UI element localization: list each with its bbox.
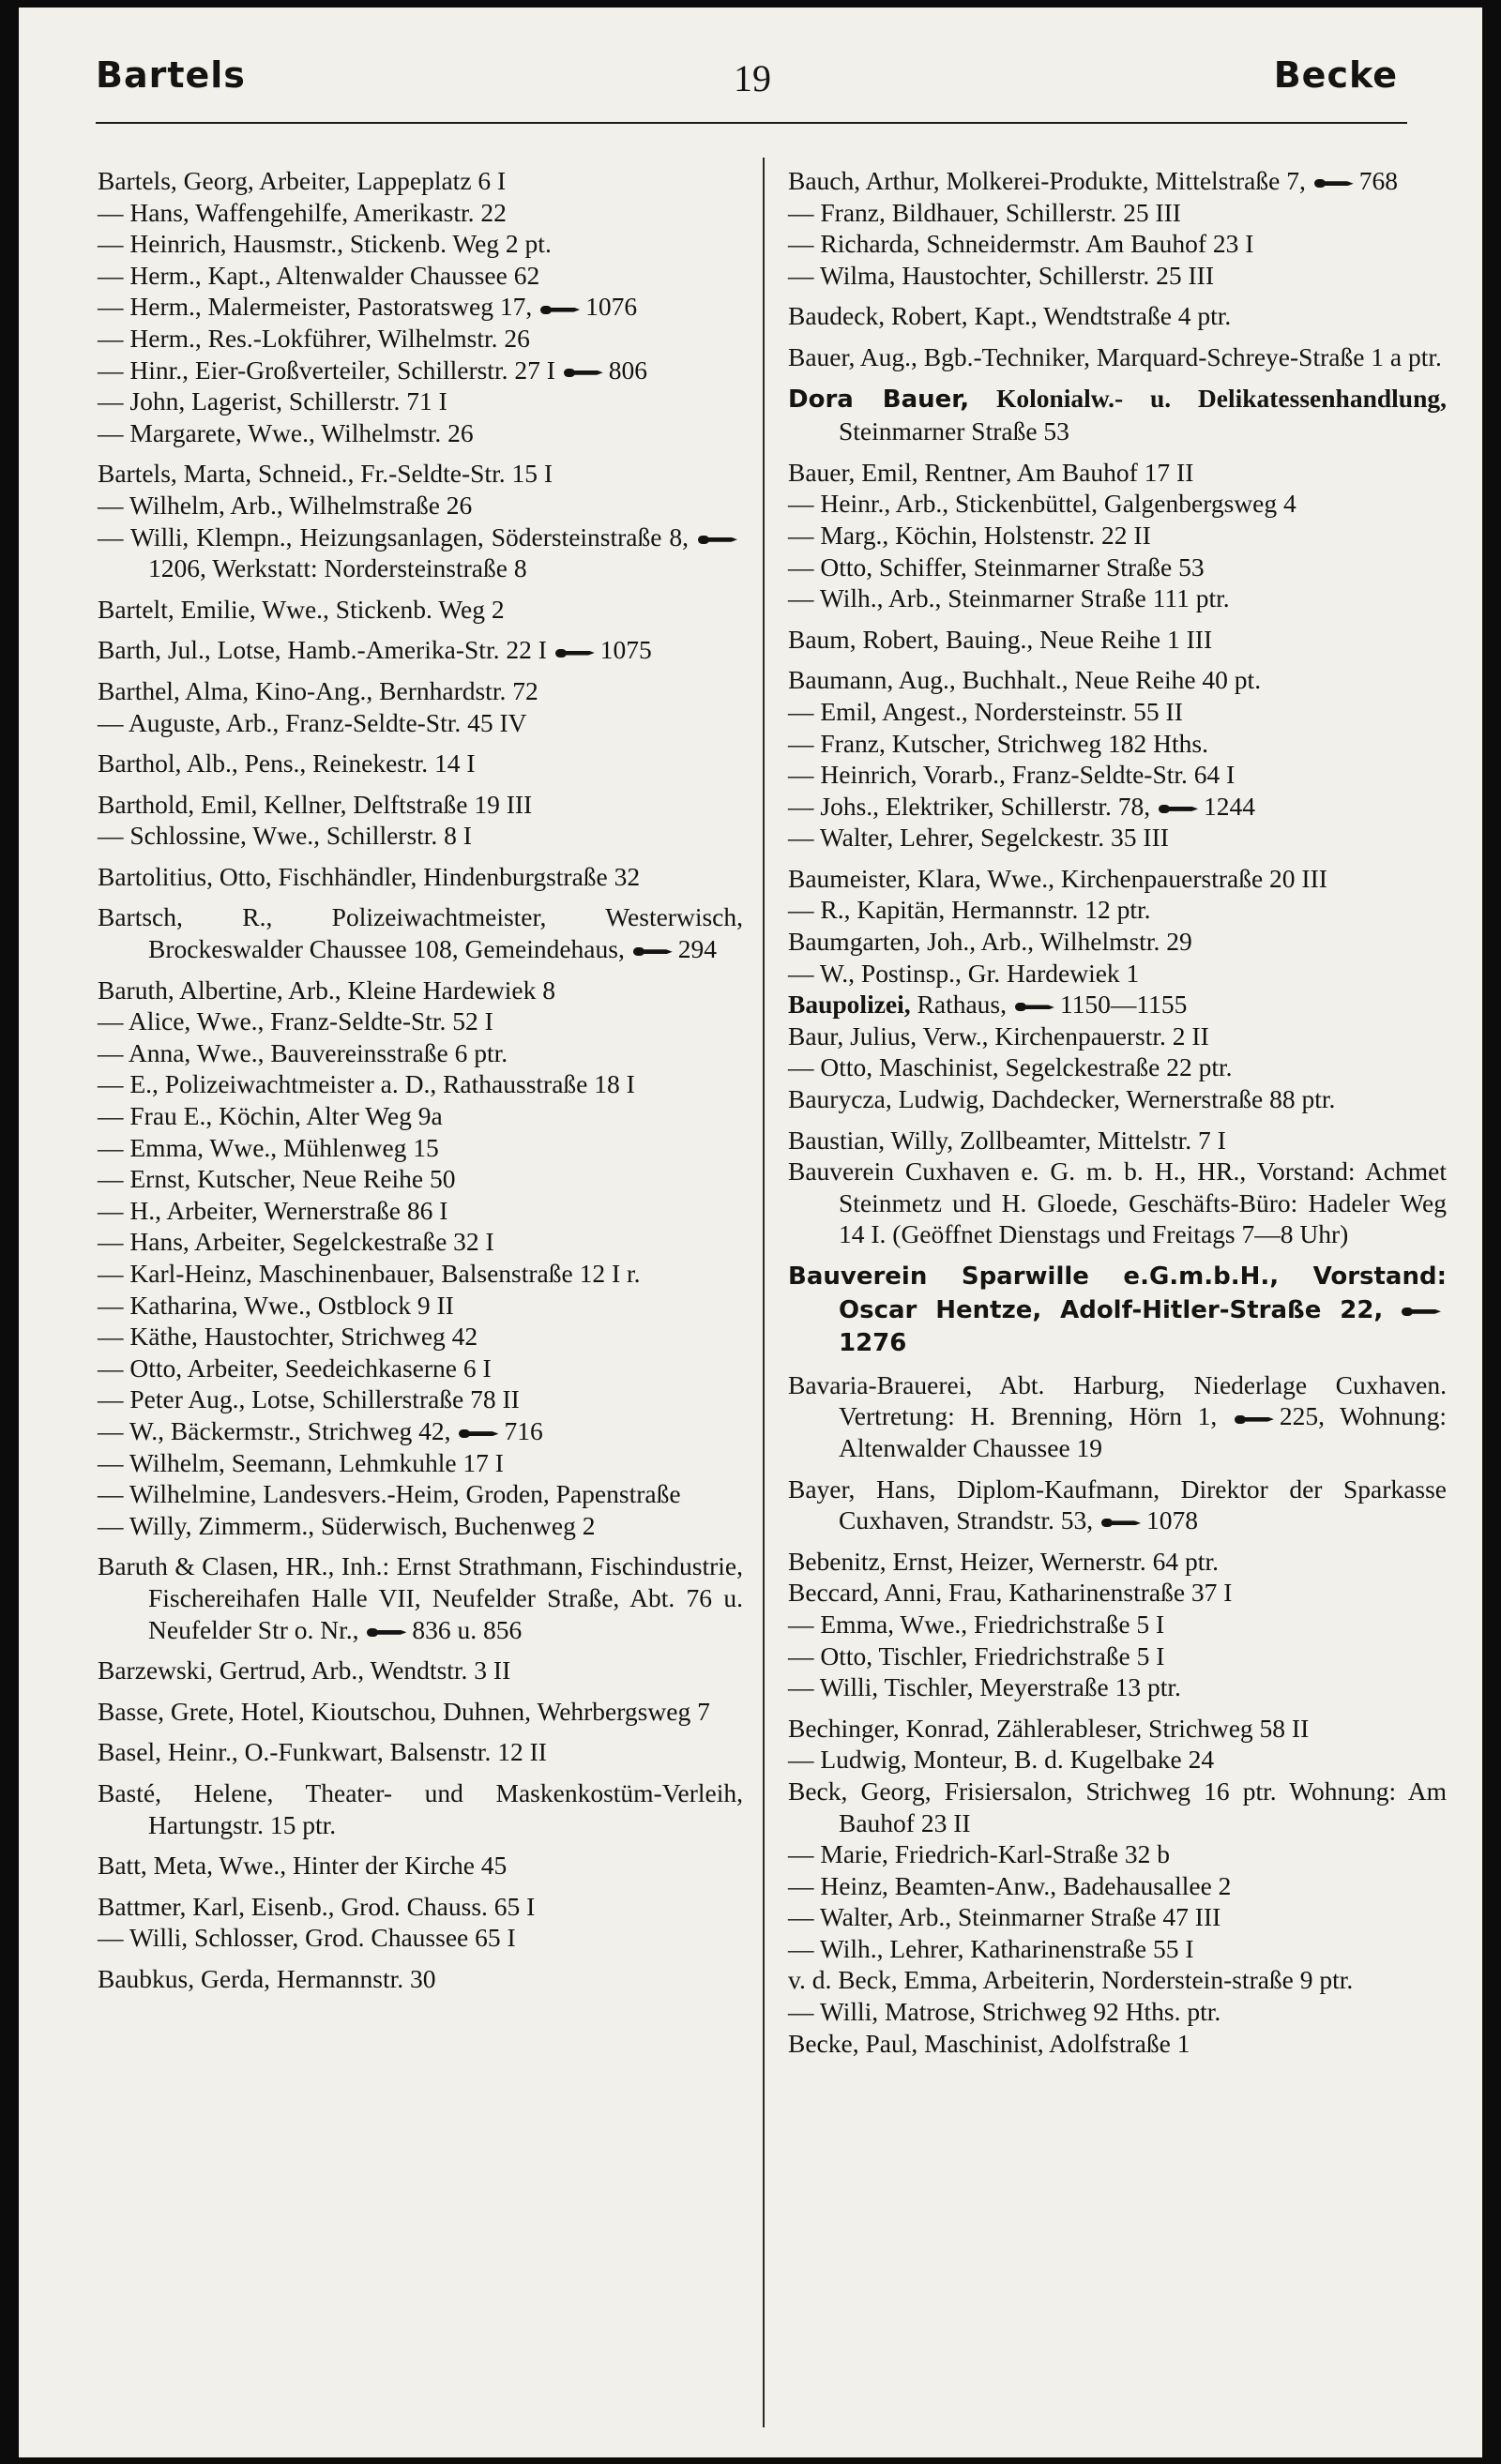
entry-text: Bayer, Hans, Diplom-Kaufmann, Direktor der Sparkasse Cuxhaven, Strandstr. 53, xyxy=(788,1474,1447,1535)
entry-text: — R., Kapitän, Hermannstr. 12 ptr. xyxy=(788,895,1151,925)
directory-entry xyxy=(98,1510,743,1542)
telephone-icon xyxy=(698,534,737,546)
entry-text: — H., Arbeiter, Wernerstraße 86 I xyxy=(98,1195,448,1225)
entry-text: — Franz, Bildhauer, Schillerstr. 25 III xyxy=(788,197,1181,227)
directory-entry xyxy=(788,863,1447,895)
directory-entry xyxy=(98,165,743,197)
directory-entry xyxy=(98,901,743,964)
entry-text: — Emma, Wwe., Mühlenweg 15 xyxy=(98,1132,439,1162)
directory-entry xyxy=(788,728,1447,760)
directory-entry xyxy=(788,197,1447,229)
entry-text: — Otto, Arbeiter, Seedeichkaserne 6 I xyxy=(98,1353,492,1383)
entry-text: — Heinrich, Hausmstr., Stickenb. Weg 2 pt. xyxy=(98,229,552,259)
phone-number: 1078 xyxy=(1146,1505,1199,1535)
entry-text: — Herm., Malermeister, Pastoratsweg 17, xyxy=(98,292,533,322)
entry-text: — Hans, Waffengehilfe, Amerikastr. 22 xyxy=(98,197,507,227)
entry-text: — Karl-Heinz, Maschinenbauer, Balsenstraße 12 I r. xyxy=(98,1259,641,1288)
entry-text: Bauch, Arthur, Molkerei-Produkte, Mittelstraße 7, xyxy=(788,166,1306,195)
entry-text: — Emma, Wwe., Friedrichstraße 5 I xyxy=(788,1609,1165,1639)
directory-entry xyxy=(788,1083,1447,1115)
directory-entry xyxy=(98,1922,743,1954)
entry-text: — Otto, Maschinist, Segelckestraße 22 ptr. xyxy=(788,1052,1233,1082)
column-divider xyxy=(763,158,765,2427)
entry-text: — Otto, Tischler, Friedrichstraße 5 I xyxy=(788,1640,1165,1670)
entry-text: — Walter, Lehrer, Segelckestr. 35 III xyxy=(788,823,1169,853)
entry-text: — Willi, Schlosser, Grod. Chaussee 65 I xyxy=(98,1923,516,1953)
directory-entry xyxy=(788,1125,1447,1156)
phone-number: 1150—1155 xyxy=(1059,990,1188,1020)
directory-entry xyxy=(788,1369,1447,1464)
entry-text: — Johs., Elektriker, Schillerstr. 78, xyxy=(788,791,1151,821)
directory-entry xyxy=(98,1290,743,1322)
directory-entry xyxy=(98,1258,743,1290)
directory-entry xyxy=(788,1051,1447,1083)
entry-text: Bebenitz, Ernst, Heizer, Wernerstr. 64 ptr. xyxy=(788,1546,1219,1576)
entry-text: — Margarete, Wwe., Wilhelmstr. 26 xyxy=(98,417,474,447)
directory-entry xyxy=(788,228,1447,260)
directory-entry xyxy=(788,1776,1447,1838)
directory-entry xyxy=(98,1478,743,1510)
phone-number: 1076 xyxy=(585,292,638,322)
entry-text: Bartels, Georg, Arbeiter, Lappeplatz 6 I xyxy=(98,166,507,195)
entry-text: Beccard, Anni, Frau, Katharinenstraße 37 I xyxy=(788,1578,1233,1608)
entry-text: Bartels, Marta, Schneid., Fr.-Seldte-Str. 15 I xyxy=(98,459,553,489)
header-last-name: Becke xyxy=(1273,54,1398,96)
entry-text: — Wilh., Arb., Steinmarner Straße 111 ptr. xyxy=(788,583,1230,613)
directory-entry xyxy=(98,748,743,779)
directory-entry xyxy=(98,1736,743,1768)
directory-entry xyxy=(98,634,743,666)
entry-text: Baur, Julius, Verw., Kirchenpauerstr. 2 II xyxy=(788,1020,1209,1051)
entry-text: Barthel, Alma, Kino-Ang., Bernhardstr. 72 xyxy=(98,675,538,705)
entry-text: — Wilhelmine, Landesvers.-Heim, Groden, Papenstraße xyxy=(98,1479,681,1509)
entry-text: — John, Lagerist, Schillerstr. 71 I xyxy=(98,386,447,416)
directory-entry xyxy=(98,1550,743,1645)
directory-entry xyxy=(788,383,1447,447)
directory-entry xyxy=(98,385,743,417)
entry-text: Baudeck, Robert, Kapt., Wendtstraße 4 ptr. xyxy=(788,301,1232,331)
directory-entry xyxy=(788,1156,1447,1250)
directory-entry xyxy=(98,1655,743,1686)
entry-text: — Willi, Tischler, Meyerstraße 13 ptr. xyxy=(788,1672,1181,1702)
directory-entry xyxy=(98,1447,743,1479)
entry-text: v. d. Beck, Emma, Arbeiterin, Norderstein-straße 9 ptr. xyxy=(788,1965,1354,1995)
entry-text: Barthol, Alb., Pens., Reinekestr. 14 I xyxy=(98,748,476,779)
directory-entry xyxy=(98,820,743,852)
entry-text: — Heinrich, Vorarb., Franz-Seldte-Str. 64 I xyxy=(788,760,1236,790)
directory-entry xyxy=(788,1996,1447,2028)
directory-entry xyxy=(788,520,1447,552)
directory-entry xyxy=(98,417,743,449)
directory-entry xyxy=(98,975,743,1006)
directory-entry xyxy=(98,594,743,626)
entry-text: Bauer, Aug., Bgb.-Techniker, Marquard-Schreye-Straße 1 a ptr. xyxy=(788,341,1442,371)
entry-text: Bauer, Emil, Rentner, Am Bauhof 17 II xyxy=(788,457,1194,487)
entry-text: — Herm., Kapt., Altenwalder Chaussee 62 xyxy=(98,260,540,290)
directory-entry xyxy=(788,165,1447,197)
entry-text: — Hans, Arbeiter, Segelckestraße 32 I xyxy=(98,1227,494,1257)
directory-entry xyxy=(788,894,1447,926)
entry-text: Baum, Robert, Bauing., Neue Reihe 1 III xyxy=(788,624,1213,654)
entry-text: Steinmarner Straße 53 xyxy=(839,416,1069,446)
entry-text: Bavaria-Brauerei, Abt. Harburg, Niederlage Cuxhaven. Vertretung: H. Brenning, Hörn 1, xyxy=(788,1369,1447,1431)
page-number: 19 xyxy=(734,57,771,99)
directory-entry xyxy=(788,488,1447,520)
directory-entry xyxy=(98,789,743,821)
entry-text: Baruth, Albertine, Arb., Kleine Hardewiek 8 xyxy=(98,975,555,1005)
entry-text: — Ludwig, Monteur, B. d. Kugelbake 24 xyxy=(788,1745,1215,1775)
entry-text: — Marie, Friedrich-Karl-Straße 32 b xyxy=(788,1839,1171,1869)
entry-text: Baumann, Aug., Buchhalt., Neue Reihe 40 pt. xyxy=(788,665,1262,695)
telephone-icon xyxy=(555,647,595,659)
directory-entry xyxy=(788,1901,1447,1933)
directory-entry xyxy=(788,624,1447,656)
phone-number: 1276 xyxy=(839,1329,907,1358)
directory-entry xyxy=(98,861,743,893)
entry-text: — W., Postinsp., Gr. Hardewiek 1 xyxy=(788,958,1140,988)
entry-extra: Wohnung: Altenwalder Chaussee 19 xyxy=(839,1401,1448,1462)
entry-text: — Richarda, Schneidermstr. Am Bauhof 23 I xyxy=(788,229,1254,259)
directory-entry xyxy=(788,926,1447,958)
directory-entry xyxy=(98,197,743,229)
telephone-icon xyxy=(1314,177,1354,189)
entry-text: — Hinr., Eier-Großverteiler, Schillerstr. 27 I xyxy=(98,355,555,385)
directory-entry xyxy=(788,759,1447,791)
directory-entry xyxy=(788,2028,1447,2060)
directory-entry xyxy=(788,1640,1447,1672)
directory-entry xyxy=(98,1163,743,1195)
entry-bold: Kolonialw.- u. Delikatessenhandlung, xyxy=(995,383,1448,413)
directory-entry xyxy=(98,355,743,386)
left-column xyxy=(98,165,743,1994)
entry-text: Becke, Paul, Maschinist, Adolfstraße 1 xyxy=(788,2028,1190,2058)
telephone-icon xyxy=(1402,1306,1441,1318)
directory-page xyxy=(19,8,1482,2457)
entry-text: — Katharina, Wwe., Ostblock 9 II xyxy=(98,1290,454,1320)
telephone-icon xyxy=(564,367,603,379)
directory-entry xyxy=(788,582,1447,614)
directory-entry xyxy=(98,1132,743,1164)
directory-entry xyxy=(98,458,743,490)
directory-entry xyxy=(788,1933,1447,1965)
phone-number: 1206, xyxy=(148,553,206,583)
directory-entry xyxy=(98,1037,743,1069)
entry-text: Baubkus, Gerda, Hermannstr. 30 xyxy=(98,1963,436,1993)
entry-text: Rathaus, xyxy=(917,990,1007,1020)
directory-entry xyxy=(788,822,1447,854)
directory-entry xyxy=(98,1068,743,1100)
phone-number: 716 xyxy=(504,1415,543,1445)
directory-entry xyxy=(98,1383,743,1415)
directory-entry xyxy=(98,1321,743,1353)
telephone-icon xyxy=(1101,1517,1141,1529)
directory-entry xyxy=(788,1964,1447,1996)
entry-text: — Otto, Schiffer, Steinmarner Straße 53 xyxy=(788,552,1205,582)
entry-text: Basel, Heinr., O.-Funkwart, Balsenstr. 12 II xyxy=(98,1737,547,1767)
directory-entry xyxy=(788,300,1447,332)
entry-text: — Wilma, Haustochter, Schillerstr. 25 III xyxy=(788,260,1214,290)
entry-text: Baurycza, Ludwig, Dachdecker, Wernerstraße 88 ptr. xyxy=(788,1084,1336,1114)
directory-entry xyxy=(788,1609,1447,1640)
telephone-icon xyxy=(367,1626,406,1639)
entry-text: Bauverein Cuxhaven e. G. m. b. H., HR., Vorstand: Achmet Steinmetz und H. Gloede, Geschäfts-Büro: Hadeler Weg 14 I. (Geöffnet Dienstags und Freitags 7—8 Uhr) xyxy=(788,1156,1447,1249)
directory-entry xyxy=(98,1100,743,1132)
entry-name: Dora Bauer, xyxy=(788,385,970,414)
entry-extra: Werkstatt: Nordersteinstraße 8 xyxy=(212,553,527,583)
directory-entry xyxy=(788,1671,1447,1703)
entry-text: — Marg., Köchin, Holstenstr. 22 II xyxy=(788,520,1151,550)
telephone-icon xyxy=(1235,1413,1274,1426)
directory-entry xyxy=(788,1577,1447,1609)
entry-text: — Anna, Wwe., Bauvereinsstraße 6 ptr. xyxy=(98,1037,508,1067)
entry-text: — Wilh., Lehrer, Katharinenstraße 55 I xyxy=(788,1933,1194,1963)
phone-number: 1075 xyxy=(599,635,652,665)
entry-text: Basté, Helene, Theater- und Maskenkostüm-Verleih, Hartungstr. 15 ptr. xyxy=(98,1777,743,1839)
entry-bold: Baupolizei, xyxy=(788,990,911,1020)
entry-text: Batt, Meta, Wwe., Hinter der Kirche 45 xyxy=(98,1851,508,1881)
directory-entry xyxy=(98,522,743,584)
directory-entry xyxy=(98,675,743,707)
entry-text: — Heinz, Beamten-Anw., Badehausallee 2 xyxy=(788,1870,1232,1900)
entry-text: Beck, Georg, Frisiersalon, Strichweg 16 ptr. Wohnung: Am Bauhof 23 II xyxy=(788,1776,1447,1837)
directory-entry xyxy=(98,1415,743,1447)
entry-text: — Wilhelm, Arb., Wilhelmstraße 26 xyxy=(98,490,473,520)
entry-text: — Willi, Matrose, Strichweg 92 Hths. ptr. xyxy=(788,1997,1221,2027)
directory-entry xyxy=(788,1260,1447,1360)
entry-text: — Herm., Res.-Lokführer, Wilhelmstr. 26 xyxy=(98,323,530,353)
phone-number: 836 u. 856 xyxy=(412,1614,523,1644)
phone-number: 768 xyxy=(1358,166,1398,195)
entry-text: — Frau E., Köchin, Alter Weg 9a xyxy=(98,1101,443,1131)
directory-entry xyxy=(788,696,1447,728)
directory-entry xyxy=(788,1474,1447,1536)
entry-text: — Wilhelm, Seemann, Lehmkuhle 17 I xyxy=(98,1447,504,1477)
telephone-icon xyxy=(540,304,580,316)
entry-text: Bechinger, Konrad, Zählerableser, Strichweg 58 II xyxy=(788,1713,1310,1743)
directory-entry xyxy=(788,1870,1447,1902)
entry-text: Basse, Grete, Hotel, Kioutschou, Duhnen, Wehrbergsweg 7 xyxy=(98,1696,710,1726)
directory-entry xyxy=(98,1963,743,1995)
entry-text: Bartelt, Emilie, Wwe., Stickenb. Weg 2 xyxy=(98,594,505,624)
header-rule xyxy=(96,122,1407,124)
entry-text: — Heinr., Arb., Stickenbüttel, Galgenbergsweg 4 xyxy=(788,489,1296,519)
entry-text: — E., Polizeiwachtmeister a. D., Rathausstraße 18 I xyxy=(98,1069,635,1099)
directory-entry xyxy=(98,1891,743,1923)
directory-entry xyxy=(788,552,1447,583)
directory-entry xyxy=(98,1226,743,1258)
directory-entry xyxy=(98,1696,743,1728)
phone-number: 225, xyxy=(1279,1401,1325,1431)
entry-text: — Käthe, Haustochter, Strichweg 42 xyxy=(98,1322,478,1352)
directory-entry xyxy=(788,989,1447,1020)
entry-text: Baumeister, Klara, Wwe., Kirchenpauerstraße 20 III xyxy=(788,863,1327,893)
directory-entry xyxy=(788,664,1447,696)
entry-text: Baumgarten, Joh., Arb., Wilhelmstr. 29 xyxy=(788,927,1192,957)
entry-text: — Franz, Kutscher, Strichweg 182 Hths. xyxy=(788,728,1208,758)
entry-text: — Schlossine, Wwe., Schillerstr. 8 I xyxy=(98,821,472,851)
directory-entry xyxy=(788,457,1447,489)
directory-entry xyxy=(98,1777,743,1840)
entry-text: — Peter Aug., Lotse, Schillerstraße 78 II xyxy=(98,1384,520,1414)
directory-entry xyxy=(788,1020,1447,1052)
entry-text: Bartolitius, Otto, Fischhändler, Hindenburgstraße 32 xyxy=(98,861,641,891)
directory-entry xyxy=(788,1744,1447,1776)
phone-number: 806 xyxy=(608,355,647,385)
directory-entry xyxy=(788,341,1447,373)
directory-entry xyxy=(98,1850,743,1882)
entry-text: Barzewski, Gertrud, Arb., Wendtstr. 3 II xyxy=(98,1655,511,1685)
entry-text: — Willy, Zimmerm., Süderwisch, Buchenweg 2 xyxy=(98,1510,596,1540)
directory-entry xyxy=(788,1546,1447,1578)
entry-text: Barth, Jul., Lotse, Hamb.-Amerika-Str. 22 I xyxy=(98,635,547,665)
directory-entry xyxy=(788,1713,1447,1745)
directory-entry xyxy=(98,291,743,323)
right-column xyxy=(788,165,1447,2059)
entry-text: — Willi, Klempn., Heizungsanlagen, Södersteinstraße 8, xyxy=(98,522,690,552)
directory-entry xyxy=(788,791,1447,823)
entry-text: — Auguste, Arb., Franz-Seldte-Str. 45 IV xyxy=(98,707,527,737)
directory-entry xyxy=(98,228,743,260)
header-first-name: Bartels xyxy=(96,54,246,96)
telephone-icon xyxy=(1159,803,1198,815)
phone-number: 1244 xyxy=(1204,791,1256,821)
entry-text: Baruth & Clasen, HR., Inh.: Ernst Strathmann, Fischindustrie, Fischereihafen Halle VII, Neufelder Straße, Abt. 76 u. Neufelder Str o. Nr., xyxy=(98,1551,743,1644)
directory-entry xyxy=(98,1195,743,1227)
directory-entry xyxy=(98,260,743,292)
telephone-icon xyxy=(633,945,673,958)
directory-entry xyxy=(788,260,1447,292)
directory-entry xyxy=(788,1838,1447,1870)
entry-text: — Emil, Angest., Nordersteinstr. 55 II xyxy=(788,696,1183,726)
directory-entry xyxy=(98,1005,743,1037)
directory-entry xyxy=(98,707,743,739)
entry-advert: Bauverein Sparwille e.G.m.b.H., Vorstand: Oscar Hentze, Adolf-Hitler-Straße 22, xyxy=(788,1262,1447,1324)
directory-entry xyxy=(98,490,743,522)
entry-text: Battmer, Karl, Eisenb., Grod. Chauss. 65 I xyxy=(98,1891,536,1921)
entry-text: — Ernst, Kutscher, Neue Reihe 50 xyxy=(98,1164,456,1194)
entry-text: — W., Bäckermstr., Strichweg 42, xyxy=(98,1415,451,1445)
entry-text: Bartsch, R., Polizeiwachtmeister, Westerwisch, Brockeswalder Chaussee 108, Gemeindehaus, xyxy=(98,902,743,964)
directory-entry xyxy=(98,323,743,355)
entry-text: — Alice, Wwe., Franz-Seldte-Str. 52 I xyxy=(98,1006,493,1036)
telephone-icon xyxy=(459,1428,498,1440)
entry-text: Baustian, Willy, Zollbeamter, Mittelstr. 7 I xyxy=(788,1125,1226,1155)
directory-entry xyxy=(788,958,1447,990)
entry-text: Barthold, Emil, Kellner, Delftstraße 19 III xyxy=(98,789,533,819)
directory-entry xyxy=(98,1353,743,1384)
telephone-icon xyxy=(1015,1001,1054,1013)
phone-number: 294 xyxy=(677,934,717,964)
entry-text: — Walter, Arb., Steinmarner Straße 47 III xyxy=(788,1902,1221,1932)
